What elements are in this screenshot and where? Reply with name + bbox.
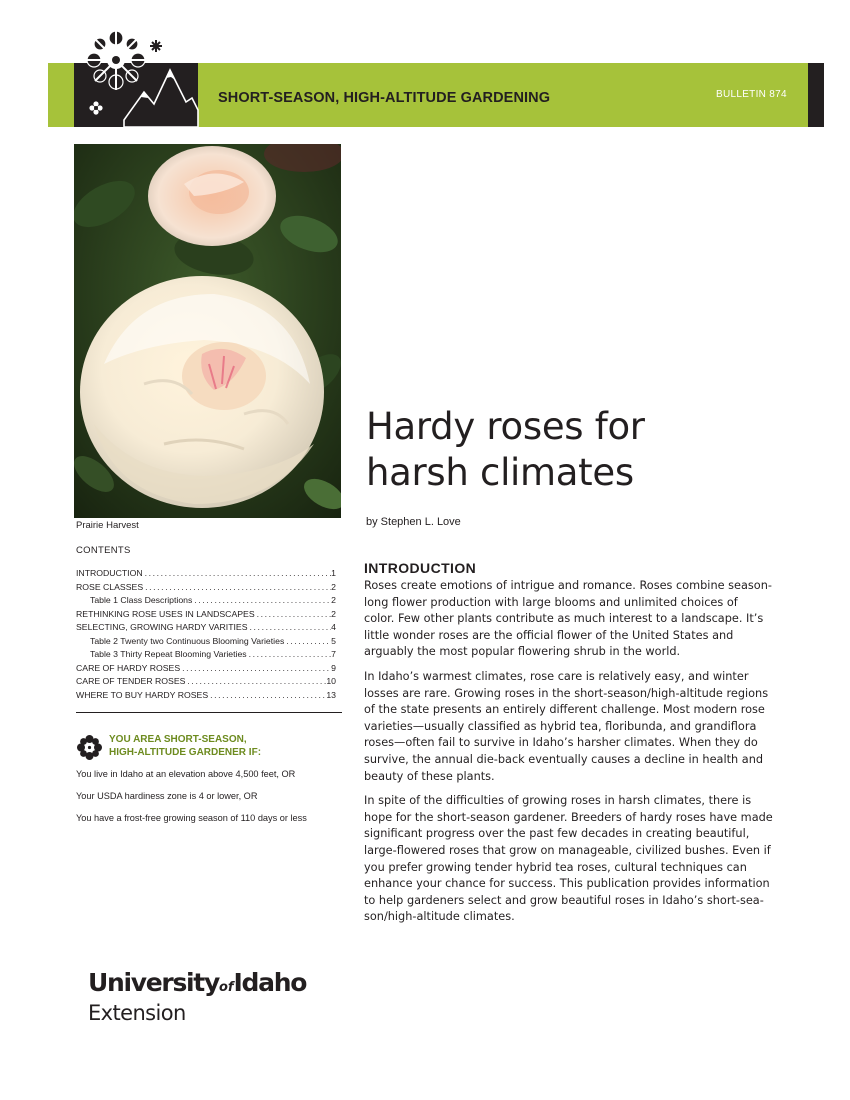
toc-leader [248, 621, 332, 635]
university-of-idaho-extension-logo [88, 969, 306, 1024]
toc-label: WHERE TO BUY HARDY ROSES [76, 689, 209, 700]
text-line: arguably the most popular flowering shrub in the world. [364, 645, 681, 659]
text-line: you prefer growing tender hybrid tea roses, cultural techniques can [364, 860, 747, 874]
intro-body [364, 578, 773, 934]
snowflake-mountain-logo-icon [74, 20, 198, 127]
toc-page: 2 [331, 595, 336, 605]
toc-leader [143, 581, 331, 595]
toc-page: 9 [331, 662, 336, 673]
sidebar-criterion: You live in Idaho at an elevation above 4,500 feet, OR [76, 769, 296, 779]
logo-extension: Extension [88, 1001, 186, 1025]
sidebar-heading-line: YOU AREA SHORT-SEASON, [109, 734, 247, 745]
toc-entry[interactable] [76, 648, 336, 662]
toc-label: ROSE CLASSES [76, 581, 144, 592]
toc-page: 7 [331, 649, 336, 659]
text-line: large-flowered roses that grow on manageable, civilized bushes. Even if [364, 843, 771, 857]
text-line: beauty of these plants. [364, 769, 495, 783]
rose-image [74, 144, 341, 518]
logo-university: University [88, 968, 219, 997]
toc-label: SELECTING, GROWING HARDY VARITIES [76, 622, 248, 632]
text-line: long flower production with large blooms and unlimited choices of [364, 595, 738, 609]
article-title-line: Hardy roses for [366, 405, 645, 448]
intro-heading: INTRODUCTION [364, 560, 477, 576]
toc-label: Table 3 Thirty Repeat Blooming Varieties [90, 649, 247, 659]
toc-entry[interactable] [76, 567, 336, 581]
article-title-line: harsh climates [366, 451, 634, 494]
text-line: significant progress over the past few decades in creating beautiful, [364, 827, 750, 841]
sidebar-criterion: Your USDA hardiness zone is 4 or lower, OR [76, 791, 258, 801]
text-line: son/high-altitude climates. [364, 910, 515, 924]
text-line: to help gardeners select and grow beautiful roses in Idaho’s short-sea- [364, 893, 764, 907]
toc-entry[interactable] [76, 689, 336, 703]
toc-page: 2 [331, 608, 336, 619]
toc-page: 5 [331, 635, 336, 646]
flower-icon [76, 734, 103, 761]
toc-leader [180, 662, 331, 676]
text-line: losses are rare. Growing roses in the short-season/high-altitude regions [364, 686, 769, 700]
text-line: In spite of the difficulties of growing roses in harsh climates, there is [364, 794, 752, 808]
text-line: varieties—usually classified as hybrid tea, floribunda, and grandiflora [364, 719, 757, 733]
contents-heading: CONTENTS [76, 545, 131, 556]
toc-entry[interactable] [76, 675, 336, 689]
toc-leader [284, 635, 331, 649]
contents-divider [76, 712, 342, 713]
text-line: survive, the annual die-back eventually causes a decline in health and [364, 752, 764, 766]
toc-entry[interactable] [76, 594, 336, 608]
intro-paragraph [364, 578, 772, 661]
logo-idaho: Idaho [233, 968, 307, 997]
toc-page: 13 [326, 689, 336, 700]
text-line: In Idaho’s warmest climates, rose care is relatively easy, and winter [364, 669, 749, 683]
text-line: hope for the short-season gardener. Breeders of hardy roses have made [364, 810, 773, 824]
toc-label: CARE OF TENDER ROSES [76, 676, 186, 686]
toc-leader [208, 689, 326, 703]
toc-page: 1 [331, 568, 336, 578]
logo-of: of [218, 980, 234, 995]
toc-label: INTRODUCTION [76, 568, 143, 578]
bulletin-number: BULLETIN 874 [716, 89, 787, 100]
series-title: SHORT-SEASON, HIGH-ALTITUDE GARDENING [218, 90, 551, 106]
toc-label: Table 1 Class Descriptions [90, 595, 193, 605]
text-line: of the state presents an entirely different challenge. Most modern rose [364, 703, 765, 717]
text-line: Roses create emotions of intrigue and romance. Roses combine season- [364, 579, 772, 592]
intro-paragraph [364, 669, 769, 785]
byline: by Stephen L. Love [366, 516, 461, 528]
sidebar-heading-line: HIGH-ALTITUDE GARDENER IF: [109, 747, 262, 758]
table-of-contents [76, 567, 336, 702]
toc-label: CARE OF HARDY ROSES [76, 662, 181, 673]
toc-leader [247, 648, 332, 662]
text-line: little wonder roses are the official flower of the United States and [364, 628, 734, 642]
intro-paragraph [364, 793, 773, 926]
sidebar-heading [109, 733, 261, 759]
text-line: roses—often fail to survive in Idaho’s harsher climates. When they do [364, 736, 758, 750]
toc-leader [143, 567, 332, 581]
toc-label: RETHINKING ROSE USES IN LANDSCAPES [76, 608, 255, 619]
photo-caption: Prairie Harvest [76, 520, 139, 531]
toc-entry[interactable] [76, 621, 336, 635]
text-line: color. Few other plants contribute as much interest to a landscape. It’s [364, 612, 764, 626]
header-band-end [808, 63, 824, 127]
logo-university-line [88, 969, 306, 1002]
toc-leader [255, 608, 332, 622]
toc-page: 4 [331, 622, 336, 632]
toc-page: 2 [331, 581, 336, 592]
toc-leader [185, 675, 326, 689]
rose-photo [74, 144, 341, 518]
toc-entry[interactable] [76, 662, 336, 676]
toc-entry[interactable] [76, 581, 336, 595]
toc-entry[interactable] [76, 608, 336, 622]
toc-entry[interactable] [76, 635, 336, 649]
toc-page: 10 [326, 676, 336, 686]
sidebar-criterion: You have a frost-free growing season of 110 days or less [76, 813, 307, 823]
toc-leader [192, 594, 331, 608]
toc-label: Table 2 Twenty two Continuous Blooming Varieties [90, 635, 285, 646]
text-line: enhance your chance for success. This publication provides information [364, 877, 770, 891]
article-title [366, 404, 645, 496]
